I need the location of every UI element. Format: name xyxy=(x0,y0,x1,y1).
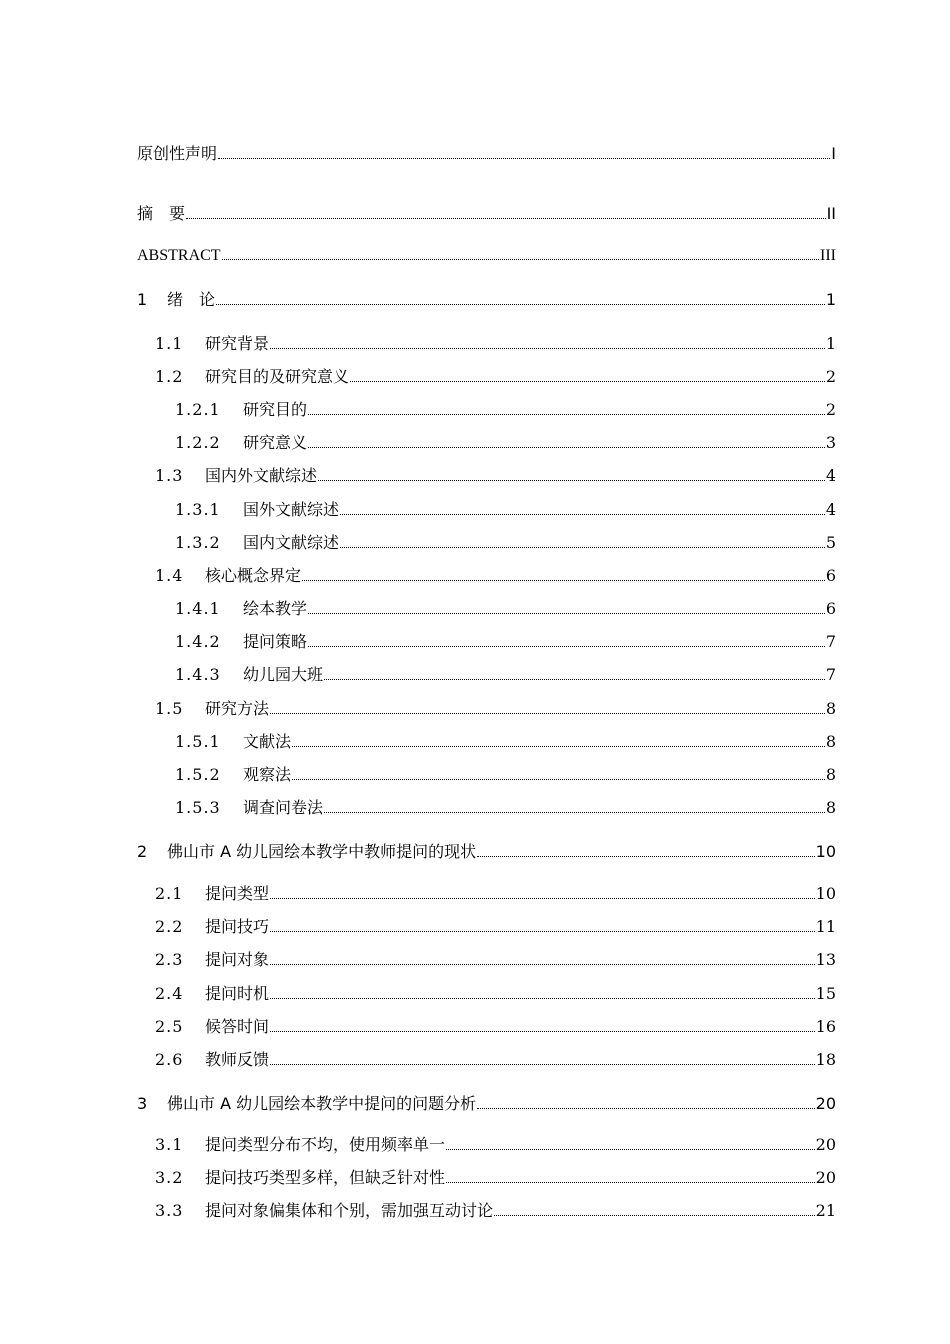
toc-entry[interactable] xyxy=(155,1017,836,1037)
toc-entry-page-number: 1 xyxy=(825,334,836,353)
toc-entry-page-number: 8 xyxy=(825,699,836,718)
dot-leader xyxy=(308,413,825,415)
toc-entry-page-number: 13 xyxy=(815,950,836,969)
toc-entry[interactable] xyxy=(137,290,836,310)
toc-entry-number: 3.3 xyxy=(155,1201,184,1220)
toc-entry-page-number: 15 xyxy=(815,984,836,1003)
toc-entry-number: 3 xyxy=(137,1094,148,1113)
dot-leader xyxy=(477,1107,815,1109)
toc-entry-page-number: 2 xyxy=(825,367,836,386)
toc-entry[interactable] xyxy=(155,334,836,354)
toc-entry-title: 提问对象 xyxy=(205,950,270,969)
toc-entry-title: 研究意义 xyxy=(243,433,308,452)
dot-leader xyxy=(270,997,815,999)
toc-entry[interactable] xyxy=(175,400,836,420)
toc-entry-number: 1.4 xyxy=(155,566,184,585)
toc-entry-title: 提问时机 xyxy=(205,984,270,1003)
toc-entry-number: 3.2 xyxy=(155,1168,184,1187)
toc-entry-title: ABSTRACT xyxy=(137,247,221,264)
toc-entry-title: 原创性声明 xyxy=(137,144,218,163)
dot-leader xyxy=(270,1030,815,1032)
dot-leader xyxy=(324,678,825,680)
dot-leader xyxy=(302,579,825,581)
toc-entry-title: 提问技巧类型多样，但缺乏针对性 xyxy=(205,1168,446,1187)
toc-entry-page-number: 10 xyxy=(815,884,836,903)
toc-entry[interactable] xyxy=(155,1201,836,1221)
toc-entry-page-number: III xyxy=(820,247,836,264)
dot-leader xyxy=(318,479,825,481)
toc-entry[interactable] xyxy=(155,1050,836,1070)
toc-entry-page-number: II xyxy=(826,204,836,223)
toc-entry-number: 1.2 xyxy=(155,367,184,386)
dot-leader xyxy=(292,745,825,747)
toc-entry-number: 3.1 xyxy=(155,1135,184,1154)
toc-entry[interactable] xyxy=(137,1094,836,1114)
toc-entry-title: 研究背景 xyxy=(205,334,270,353)
toc-entry-title: 国外文献综述 xyxy=(243,500,340,519)
toc-entry-page-number: 7 xyxy=(825,665,836,684)
toc-entry-number: 1.2.2 xyxy=(175,433,221,452)
toc-entry[interactable] xyxy=(137,842,836,862)
toc-entry-page-number: 8 xyxy=(825,765,836,784)
toc-entry-number: 2.3 xyxy=(155,950,184,969)
dot-leader xyxy=(350,380,825,382)
toc-entry-title: 幼儿园大班 xyxy=(243,665,324,684)
toc-entry-page-number: 21 xyxy=(815,1201,836,1220)
dot-leader xyxy=(340,546,825,548)
toc-entry-title: 文献法 xyxy=(243,732,292,751)
toc-entry[interactable] xyxy=(175,500,836,520)
toc-entry-page-number: 5 xyxy=(825,533,836,552)
toc-entry[interactable] xyxy=(155,884,836,904)
toc-entry-title: 研究目的及研究意义 xyxy=(205,367,350,386)
toc-entry-page-number: 4 xyxy=(825,500,836,519)
toc-entry-page-number: 6 xyxy=(825,566,836,585)
dot-leader xyxy=(270,897,815,899)
toc-entry[interactable] xyxy=(175,433,836,453)
toc-entry-title: 国内文献综述 xyxy=(243,533,340,552)
toc-entry[interactable] xyxy=(155,917,836,937)
dot-leader xyxy=(270,347,825,349)
toc-entry-page-number: 18 xyxy=(815,1050,836,1069)
dot-leader xyxy=(446,1148,815,1150)
toc-entry[interactable] xyxy=(175,765,836,785)
toc-entry[interactable] xyxy=(175,732,836,752)
toc-entry-number: 1.4.2 xyxy=(175,632,221,651)
toc-entry-title: 研究方法 xyxy=(205,699,270,718)
toc-entry[interactable] xyxy=(137,204,836,224)
toc-entry-title: 绘本教学 xyxy=(243,599,308,618)
dot-leader xyxy=(216,303,825,305)
dot-leader xyxy=(186,217,826,219)
dot-leader xyxy=(270,930,815,932)
toc-entry-title: 佛山市 A 幼儿园绘本教学中提问的问题分析 xyxy=(167,1094,477,1113)
toc-entry-number: 2.4 xyxy=(155,984,184,1003)
dot-leader xyxy=(270,1063,815,1065)
toc-entry-title: 研究目的 xyxy=(243,400,308,419)
toc-entry[interactable] xyxy=(155,367,836,387)
toc-entry-page-number: 16 xyxy=(815,1017,836,1036)
toc-entry[interactable] xyxy=(155,466,836,486)
toc-entry-title: 教师反馈 xyxy=(205,1050,270,1069)
dot-leader xyxy=(308,446,825,448)
toc-entry[interactable] xyxy=(155,984,836,1004)
dot-leader xyxy=(308,612,825,614)
toc-entry[interactable] xyxy=(155,1168,836,1188)
toc-entry-number: 1.3 xyxy=(155,466,184,485)
dot-leader xyxy=(292,778,825,780)
toc-entry-number: 2.1 xyxy=(155,884,184,903)
toc-entry-number: 1.5.3 xyxy=(175,798,221,817)
toc-entry[interactable] xyxy=(155,566,836,586)
toc-entry[interactable] xyxy=(175,665,836,685)
toc-entry[interactable] xyxy=(175,798,836,818)
dot-leader xyxy=(446,1181,815,1183)
toc-entry-title: 提问技巧 xyxy=(205,917,270,936)
toc-entry-page-number: I xyxy=(831,144,836,163)
toc-entry-number: 1.5 xyxy=(155,699,184,718)
toc-entry-title: 提问类型分布不均，使用频率单一 xyxy=(205,1135,446,1154)
toc-entry[interactable] xyxy=(137,144,836,164)
toc-entry-title: 提问策略 xyxy=(243,632,308,651)
toc-entry-number: 1 xyxy=(137,290,148,309)
toc-entry-page-number: 8 xyxy=(825,732,836,751)
toc-entry-title: 提问对象偏集体和个别，需加强互动讨论 xyxy=(205,1201,494,1220)
toc-entry[interactable] xyxy=(175,533,836,553)
toc-entry-number: 1.3.2 xyxy=(175,533,221,552)
toc-entry-page-number: 2 xyxy=(825,400,836,419)
toc-entry-page-number: 20 xyxy=(815,1168,836,1187)
toc-entry-page-number: 11 xyxy=(815,917,836,936)
toc-entry-page-number: 4 xyxy=(825,466,836,485)
toc-entry-number: 2 xyxy=(137,842,148,861)
dot-leader xyxy=(494,1214,815,1216)
toc-entry-title: 提问类型 xyxy=(205,884,270,903)
dot-leader xyxy=(222,258,819,260)
toc-entry[interactable] xyxy=(175,599,836,619)
toc-entry[interactable] xyxy=(155,699,836,719)
toc-entry-page-number: 7 xyxy=(825,632,836,651)
toc-entry[interactable] xyxy=(137,246,836,266)
toc-entry-number: 1.2.1 xyxy=(175,400,221,419)
toc-entry-number: 1.5.1 xyxy=(175,732,221,751)
toc-entry-number: 2.5 xyxy=(155,1017,184,1036)
toc-entry-title: 佛山市 A 幼儿园绘本教学中教师提问的现状 xyxy=(167,842,477,861)
toc-entry-number: 2.2 xyxy=(155,917,184,936)
dot-leader xyxy=(308,645,825,647)
toc-entry-number: 1.3.1 xyxy=(175,500,221,519)
dot-leader xyxy=(218,157,830,159)
toc-entry-number: 1.1 xyxy=(155,334,184,353)
toc-entry-title: 调查问卷法 xyxy=(243,798,324,817)
toc-entry-title: 候答时间 xyxy=(205,1017,270,1036)
toc-entry[interactable] xyxy=(155,1135,836,1155)
toc-entry-title: 国内外文献综述 xyxy=(205,466,318,485)
toc-entry-page-number: 3 xyxy=(825,433,836,452)
dot-leader xyxy=(324,811,825,813)
toc-entry-title: 摘 要 xyxy=(137,204,186,223)
toc-entry-page-number: 20 xyxy=(815,1135,836,1154)
toc-entry-number: 1.5.2 xyxy=(175,765,221,784)
toc-entry[interactable] xyxy=(175,632,836,652)
toc-entry-title: 绪 论 xyxy=(167,290,216,309)
toc-entry-page-number: 1 xyxy=(825,290,836,309)
dot-leader xyxy=(270,712,825,714)
toc-entry-page-number: 10 xyxy=(815,842,836,861)
dot-leader xyxy=(270,963,815,965)
toc-entry-number: 1.4.1 xyxy=(175,599,221,618)
toc-entry[interactable] xyxy=(155,950,836,970)
toc-entry-page-number: 8 xyxy=(825,798,836,817)
dot-leader xyxy=(340,513,825,515)
toc-entry-number: 1.4.3 xyxy=(175,665,221,684)
toc-entry-page-number: 20 xyxy=(815,1094,836,1113)
toc-entry-page-number: 6 xyxy=(825,599,836,618)
dot-leader xyxy=(477,855,815,857)
toc-entry-title: 核心概念界定 xyxy=(205,566,302,585)
toc-entry-number: 2.6 xyxy=(155,1050,184,1069)
toc-entry-title: 观察法 xyxy=(243,765,292,784)
